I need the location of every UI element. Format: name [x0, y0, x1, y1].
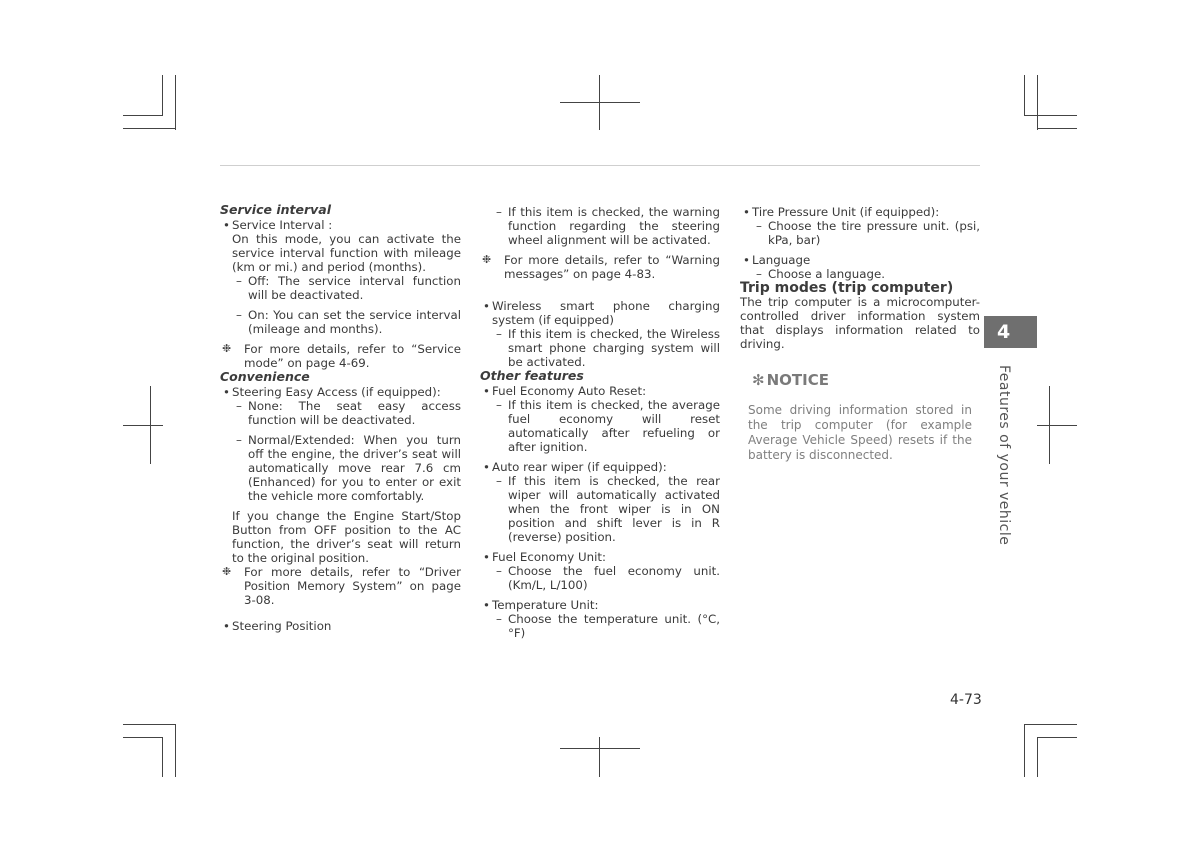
column-left [220, 203, 461, 633]
dash-language: – Choose a language. [740, 267, 980, 281]
dash-steering-warning: – If this item is checked, the warning function regarding the steering wheel alignment will be activated. [480, 205, 720, 247]
chapter-label: Features of your vehicle [996, 365, 1012, 546]
dash-service-on: – On: You can set the service interval (mileage and months). [220, 308, 461, 336]
crop-mark [175, 75, 176, 130]
header-rule [220, 165, 980, 166]
crop-mark [123, 724, 176, 725]
chapter-number: 4 [997, 321, 1011, 343]
note-driver-position-memory: ❉ For more details, refer to “Driver Position Memory System” on page 3-08. [220, 565, 461, 607]
crop-mark [162, 75, 163, 116]
crop-mark [1024, 724, 1025, 777]
bullet-tire-pressure-unit: • Tire Pressure Unit (if equipped): [740, 205, 980, 219]
dash-auto-rear-wiper: – If this item is checked, the rear wiper will automatically activated when the front wiper is in ON position and shift lever is in R (reverse) position. [480, 474, 720, 544]
crop-mark [1024, 724, 1077, 725]
crop-mark [123, 115, 163, 116]
column-right [740, 203, 980, 463]
crop-mark [1024, 75, 1025, 116]
section-title-other-features: Other features [480, 368, 584, 383]
service-interval-description: On this mode, you can activate the service interval function with mileage (km or mi.) and period (months). [232, 232, 461, 274]
section-title-convenience: Convenience [220, 369, 310, 384]
dash-easy-access-normal: – Normal/Extended: When you turn off the engine, the driver’s seat will automatically move rear 7.6 cm (Enhanced) for you to enter or exit the vehicle more comfortably. [220, 433, 461, 503]
bullet-steering-position: • Steering Position [220, 619, 461, 633]
trip-computer-description: The trip computer is a microcomputer-controlled driver information system that displays information related to driving. [740, 295, 980, 351]
dash-easy-access-none: – None: The seat easy access function will be deactivated. [220, 399, 461, 427]
registration-mark [123, 425, 163, 426]
bullet-fuel-economy-reset: • Fuel Economy Auto Reset: [480, 384, 720, 398]
bullet-language: • Language [740, 253, 980, 267]
registration-mark [560, 102, 640, 103]
crop-mark [1037, 737, 1077, 738]
crop-mark [1024, 115, 1077, 116]
crop-mark [123, 737, 163, 738]
crop-mark [1037, 737, 1038, 777]
notice-body: Some driving information stored in the trip computer (for example Average Vehicle Speed) resets if the battery is disconnected. [748, 403, 972, 462]
column-middle [480, 203, 720, 640]
easy-access-paragraph: If you change the Engine Start/Stop Button from OFF position to the AC function, the driver’s seat will return to the original position. [232, 509, 461, 565]
bullet-wireless-charging: • Wireless smart phone charging system (if equipped) [480, 299, 720, 327]
chapter-tab [984, 316, 1037, 348]
dash-wireless-charging: – If this item is checked, the Wireless smart phone charging system will be activated. [480, 327, 720, 369]
registration-mark [599, 737, 600, 777]
page-number: 4-73 [950, 692, 982, 708]
note-warning-messages: ❉ For more details, refer to “Warning messages” on page 4-83. [480, 253, 720, 281]
dash-fuel-economy-reset: – If this item is checked, the average fuel economy will reset automatically after refueling or after ignition. [480, 398, 720, 454]
bullet-temperature-unit: • Temperature Unit: [480, 598, 720, 612]
notice-icon: ✻ [752, 371, 765, 389]
crop-mark [123, 128, 176, 129]
crop-mark [1037, 75, 1038, 130]
notice-heading [752, 373, 980, 387]
dash-fuel-economy-unit: – Choose the fuel economy unit. (Km/L, L/100) [480, 564, 720, 592]
bullet-steering-easy-access: • Steering Easy Access (if equipped): [220, 385, 461, 399]
dash-tire-pressure-unit: – Choose the tire pressure unit. (psi, kPa, bar) [740, 219, 980, 247]
dash-temperature-unit: – Choose the temperature unit. (°C, °F) [480, 612, 720, 640]
note-service-mode: ❉ For more details, refer to “Service mode” on page 4-69. [220, 342, 461, 370]
section-title-trip-modes: Trip modes (trip computer) [740, 280, 954, 296]
dash-service-off: – Off: The service interval function will be deactivated. [220, 274, 461, 302]
registration-mark [560, 748, 640, 749]
registration-mark [1037, 425, 1077, 426]
bullet-fuel-economy-unit: • Fuel Economy Unit: [480, 550, 720, 564]
crop-mark [1037, 128, 1077, 129]
bullet-auto-rear-wiper: • Auto rear wiper (if equipped): [480, 460, 720, 474]
crop-mark [175, 724, 176, 777]
bullet-service-interval: • Service Interval : [220, 218, 461, 232]
section-title-service-interval: Service interval [220, 202, 331, 217]
notice-title: NOTICE [766, 371, 829, 389]
crop-mark [162, 737, 163, 777]
